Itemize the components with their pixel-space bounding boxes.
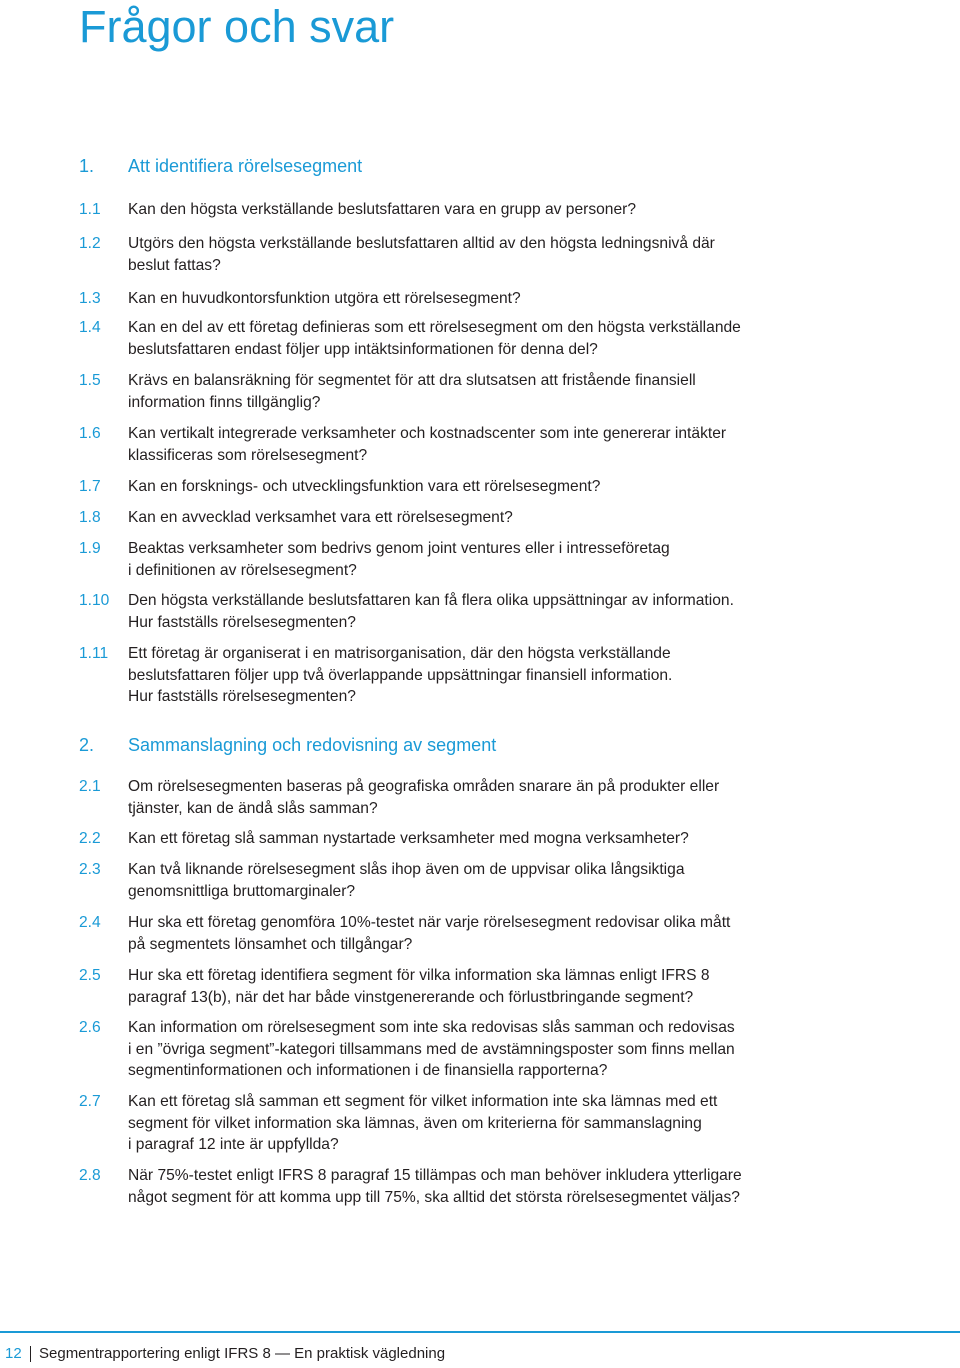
question-2-2: [79, 828, 859, 850]
question-1-4: [79, 317, 859, 360]
question-text: Beaktas verksamheter som bedrivs genom joint ventures eller i intresseföretag i definitionen av rörelsesegment?: [128, 540, 670, 579]
question-number: 1.5: [79, 372, 101, 389]
question-number: 2.7: [79, 1093, 101, 1110]
section-title: Sammanslagning och redovisning av segment: [128, 735, 497, 755]
question-text: Hur ska ett företag identifiera segment för vilka information ska lämnas enligt IFRS 8 paragraf 13(b), när det har både vinstgenererande och förlustbringande segment?: [128, 967, 710, 1006]
question-number: 1.6: [79, 425, 101, 442]
question-text: Kan den högsta verkställande beslutsfattaren vara en grupp av personer?: [128, 201, 636, 218]
footer-separator: [30, 1346, 31, 1362]
question-number: 1.4: [79, 319, 101, 336]
section-number: 1.: [79, 156, 95, 176]
section-title: Att identifiera rörelsesegment: [128, 156, 363, 176]
question-text: Kan två liknande rörelsesegment slås ihop även om de uppvisar olika långsiktiga genomsnittliga bruttomarginaler?: [128, 861, 685, 900]
question-text: Kan information om rörelsesegment som inte ska redovisas slås samman och redovisas i en ”övriga segment”-kategori tillsammans med de avstämningsposter som finns mellan segmentinformationen och informationen i de finansiella rapporterna?: [128, 1019, 735, 1079]
question-1-2: [79, 233, 859, 276]
question-text: Kan ett företag slå samman ett segment för vilket information inte ska lämnas med ett segment för vilket information ska lämnas, även om kriterierna för sammanslagning i paragraf 12 inte är uppfyllda?: [128, 1093, 718, 1153]
question-text: Ett företag är organiserat i en matrisorganisation, där den högsta verkställande beslutsfattaren följer upp två överlappande uppsättningar finansiell information. Hur fastställs rörelsesegmenten?: [128, 645, 673, 705]
question-2-1: [79, 776, 859, 819]
question-number: 1.2: [79, 235, 101, 252]
question-text: Kan vertikalt integrerade verksamheter och kostnadscenter som inte genererar intäkter klassificeras som rörelsesegment?: [128, 425, 727, 464]
question-number: 2.5: [79, 967, 101, 984]
question-text: Kan en avvecklad verksamhet vara ett rörelsesegment?: [128, 509, 513, 526]
question-1-1: [79, 199, 859, 221]
question-number: 1.11: [79, 645, 109, 662]
question-text: När 75%-testet enligt IFRS 8 paragraf 15 tillämpas och man behöver inkludera ytterligare något segment för att komma upp till 75%, ska alltid det största rörelsesegmentet väljas?: [128, 1167, 742, 1206]
question-number: 2.8: [79, 1167, 101, 1184]
question-text: Om rörelsesegmenten baseras på geografiska områden snarare än på produkter eller tjänster, kan de ändå slås samman?: [128, 778, 720, 817]
question-number: 2.3: [79, 861, 101, 878]
question-number: 1.10: [79, 592, 110, 609]
question-1-10: [79, 590, 859, 633]
footer-divider: [0, 1331, 960, 1333]
question-text: Krävs en balansräkning för segmentet för att dra slutsatsen att fristående finansiell information finns tillgänglig?: [128, 372, 696, 411]
question-2-6: [79, 1017, 859, 1082]
question-2-8: [79, 1165, 859, 1208]
question-text: Hur ska ett företag genomföra 10%-testet när varje rörelsesegment redovisar olika mått på segmentets lönsamhet och tillgångar?: [128, 914, 731, 953]
question-1-3: [79, 288, 859, 310]
question-1-11: [79, 643, 859, 708]
question-1-9: [79, 538, 859, 581]
question-2-4: [79, 912, 859, 955]
question-number: 2.6: [79, 1019, 101, 1036]
question-text: Utgörs den högsta verkställande beslutsfattaren alltid av den högsta ledningsnivå där beslut fattas?: [128, 235, 715, 274]
question-number: 1.9: [79, 540, 101, 557]
document-title: Segmentrapportering enligt IFRS 8 — En praktisk vägledning: [39, 1345, 446, 1362]
section-number: 2.: [79, 735, 95, 755]
question-1-8: [79, 507, 859, 529]
page-number: 12: [5, 1345, 22, 1362]
question-text: Kan en del av ett företag definieras som ett rörelsesegment om den högsta verkställande beslutsfattaren endast följer upp intäktsinformationen för denna del?: [128, 319, 741, 358]
question-number: 2.2: [79, 830, 101, 847]
question-1-6: [79, 423, 859, 466]
question-number: 1.7: [79, 478, 101, 495]
question-2-3: [79, 859, 859, 902]
question-text: Kan en huvudkontorsfunktion utgöra ett rörelsesegment?: [128, 290, 521, 307]
question-2-5: [79, 965, 859, 1008]
question-2-7: [79, 1091, 859, 1156]
question-1-5: [79, 370, 859, 413]
question-number: 1.1: [79, 201, 101, 218]
question-text: Kan ett företag slå samman nystartade verksamheter med mogna verksamheter?: [128, 830, 689, 847]
question-text: Den högsta verkställande beslutsfattaren kan få flera olika uppsättningar av information. Hur fastställs rörelsesegmenten?: [128, 592, 734, 631]
question-text: Kan en forsknings- och utvecklingsfunktion vara ett rörelsesegment?: [128, 478, 601, 495]
page-title: Frågor och svar: [79, 1, 395, 52]
question-number: 1.3: [79, 290, 101, 307]
question-number: 1.8: [79, 509, 101, 526]
question-1-7: [79, 476, 859, 498]
question-number: 2.4: [79, 914, 101, 931]
question-number: 2.1: [79, 778, 101, 795]
